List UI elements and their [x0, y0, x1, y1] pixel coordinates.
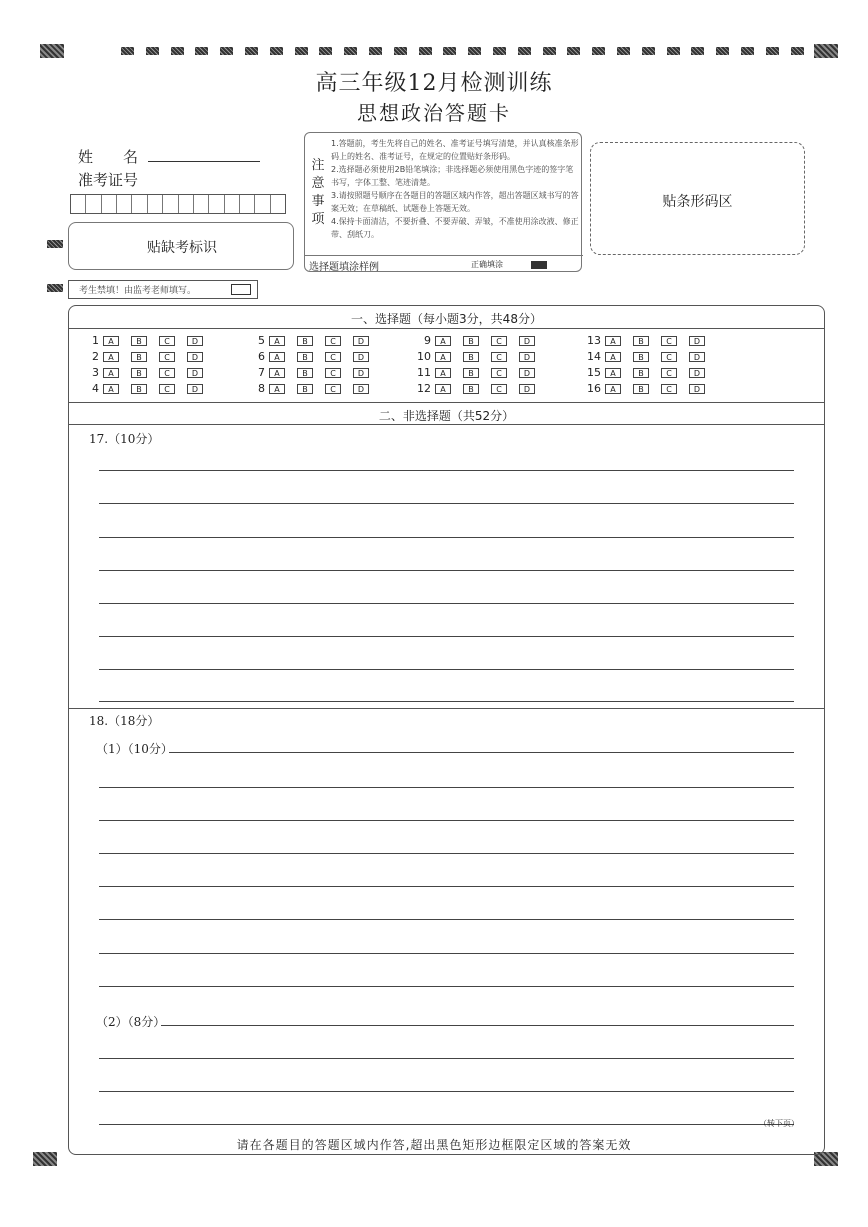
option-bubble-d[interactable]: D	[187, 368, 203, 378]
fill-example-label: 选择题填涂样例	[309, 262, 379, 273]
timing-mark	[716, 47, 729, 55]
question-number: 14	[587, 350, 601, 363]
option-bubble-b[interactable]: B	[633, 368, 649, 378]
answer-line[interactable]	[99, 570, 794, 571]
name-field[interactable]	[148, 146, 260, 162]
corner-mark-top-right	[814, 44, 838, 58]
notice-item: 4.保持卡面清洁，不要折叠、不要弄破、弄皱，不准使用涂改液、修正带、刮纸刀。	[331, 217, 579, 239]
answer-line[interactable]	[99, 636, 794, 637]
option-bubble-c[interactable]: C	[159, 352, 175, 362]
no-fill-notice-text: 考生禁填！由监考老师填写。	[79, 286, 197, 296]
answer-line[interactable]	[99, 669, 794, 670]
question-number: 12	[417, 382, 431, 395]
choice-question-row	[75, 334, 215, 347]
timing-mark	[791, 47, 804, 55]
page-title: 高三年级12月检测训练	[315, 71, 553, 96]
option-bubble-c[interactable]: C	[159, 336, 175, 346]
option-bubble-a[interactable]: A	[103, 368, 119, 378]
option-bubble-c[interactable]: C	[661, 352, 677, 362]
answer-line[interactable]	[99, 701, 794, 702]
section2-title: 二、非选择题（共52分）	[378, 409, 515, 423]
section1-title: 一、选择题（每小题3分，共48分）	[351, 312, 542, 326]
option-bubble-b[interactable]: B	[633, 352, 649, 362]
option-bubble-c[interactable]: C	[325, 336, 341, 346]
missing-exam-label: 贴缺考标识	[147, 240, 217, 256]
timing-mark	[592, 47, 605, 55]
barcode-area[interactable]	[590, 142, 805, 255]
answer-line[interactable]	[99, 787, 794, 788]
option-bubble-a[interactable]: A	[269, 352, 285, 362]
question-number: 10	[417, 350, 431, 363]
timing-mark	[394, 47, 407, 55]
option-bubble-b[interactable]: B	[297, 336, 313, 346]
question-number: 7	[258, 366, 265, 379]
option-bubble-c[interactable]: C	[159, 368, 175, 378]
timing-mark	[493, 47, 506, 55]
option-bubble-c[interactable]: C	[159, 384, 175, 394]
question-number: 15	[587, 366, 601, 379]
question-number: 2	[92, 350, 99, 363]
option-bubble-d[interactable]: D	[353, 384, 369, 394]
timing-mark	[567, 47, 580, 55]
choice-question-row	[407, 334, 547, 347]
timing-mark	[319, 47, 332, 55]
q18-1-label: （1）（10分）	[96, 742, 173, 756]
choice-question-row	[407, 382, 547, 395]
option-bubble-c[interactable]: C	[491, 368, 507, 378]
option-bubble-b[interactable]: B	[633, 336, 649, 346]
question-number: 11	[417, 366, 431, 379]
choice-question-row	[577, 366, 717, 379]
notice-item: 1.答题前，考生先将自己的姓名、准考证号填写清楚，并认真核准条形码上的姓名、准考证号，在规定的位置贴好条形码。	[331, 139, 579, 161]
option-bubble-b[interactable]: B	[297, 352, 313, 362]
timing-mark	[741, 47, 754, 55]
answer-line[interactable]	[99, 919, 794, 920]
choice-question-row	[75, 350, 215, 363]
choice-question-row	[241, 382, 381, 395]
choice-question-row	[577, 334, 717, 347]
option-bubble-c[interactable]: C	[661, 336, 677, 346]
question-number: 3	[92, 366, 99, 379]
option-bubble-d[interactable]: D	[187, 352, 203, 362]
option-bubble-c[interactable]: C	[491, 384, 507, 394]
option-bubble-a[interactable]: A	[103, 336, 119, 346]
option-bubble-d[interactable]: D	[519, 384, 535, 394]
choice-question-row	[241, 366, 381, 379]
option-bubble-c[interactable]: C	[491, 352, 507, 362]
notice-box	[304, 132, 582, 272]
answer-line[interactable]	[99, 853, 794, 854]
section2-divider	[69, 424, 824, 425]
choice-question-row	[407, 350, 547, 363]
no-fill-checkbox[interactable]	[231, 284, 251, 295]
answer-line[interactable]	[99, 886, 794, 887]
choice-question-row	[407, 366, 547, 379]
timing-mark	[468, 47, 481, 55]
option-bubble-d[interactable]: D	[689, 368, 705, 378]
option-bubble-a[interactable]: A	[435, 352, 451, 362]
barcode-area-label: 贴条形码区	[662, 194, 733, 210]
timing-mark	[270, 47, 283, 55]
continue-label: （转下页）	[759, 1119, 799, 1128]
timing-mark	[766, 47, 779, 55]
option-bubble-d[interactable]: D	[187, 384, 203, 394]
timing-mark	[295, 47, 308, 55]
option-bubble-a[interactable]: A	[269, 384, 285, 394]
q18-label: 18.（18分）	[89, 714, 160, 728]
answer-line[interactable]	[99, 820, 794, 821]
answer-line[interactable]	[99, 986, 794, 987]
correct-fill-label: 正确填涂	[471, 260, 503, 269]
answer-frame	[68, 305, 825, 1155]
option-bubble-a[interactable]: A	[605, 368, 621, 378]
section1-divider	[69, 328, 824, 329]
choice-question-row	[241, 334, 381, 347]
page-subtitle: 思想政治答题卡	[357, 101, 511, 125]
option-bubble-b[interactable]: B	[131, 352, 147, 362]
answer-line[interactable]	[99, 603, 794, 604]
option-bubble-a[interactable]: A	[605, 384, 621, 394]
option-bubble-b[interactable]: B	[463, 368, 479, 378]
question-number: 6	[258, 350, 265, 363]
timing-mark	[419, 47, 432, 55]
question-number: 4	[92, 382, 99, 395]
option-bubble-a[interactable]: A	[435, 368, 451, 378]
timing-mark	[691, 47, 704, 55]
option-bubble-d[interactable]: D	[519, 368, 535, 378]
option-bubble-a[interactable]: A	[435, 336, 451, 346]
timing-mark	[220, 47, 233, 55]
timing-mark	[369, 47, 382, 55]
choice-question-row	[75, 366, 215, 379]
answer-line[interactable]	[99, 537, 794, 538]
missing-exam-box[interactable]	[68, 222, 294, 270]
option-bubble-b[interactable]: B	[463, 352, 479, 362]
question-number: 5	[258, 334, 265, 347]
choice-question-row	[241, 350, 381, 363]
corner-mark-top-left	[40, 44, 64, 58]
notice-body	[331, 137, 579, 241]
answer-line[interactable]	[99, 953, 794, 954]
option-bubble-a[interactable]: A	[435, 384, 451, 394]
option-bubble-c[interactable]: C	[325, 352, 341, 362]
no-fill-notice-box	[68, 280, 258, 299]
answer-line[interactable]	[99, 1124, 794, 1125]
question-number: 16	[587, 382, 601, 395]
option-bubble-d[interactable]: D	[353, 352, 369, 362]
option-bubble-a[interactable]: A	[103, 384, 119, 394]
option-bubble-d[interactable]: D	[689, 352, 705, 362]
timing-mark	[443, 47, 456, 55]
option-bubble-a[interactable]: A	[605, 352, 621, 362]
timing-mark	[171, 47, 184, 55]
option-bubble-c[interactable]: C	[325, 368, 341, 378]
section2-divider-top	[69, 402, 824, 403]
option-bubble-b[interactable]: B	[297, 368, 313, 378]
question-number: 8	[258, 382, 265, 395]
question-number: 9	[424, 334, 431, 347]
timing-mark	[121, 47, 134, 55]
option-bubble-a[interactable]: A	[269, 368, 285, 378]
option-bubble-d[interactable]: D	[519, 336, 535, 346]
option-bubble-c[interactable]: C	[491, 336, 507, 346]
answer-line[interactable]	[161, 1025, 794, 1026]
footer-warning: 请在各题目的答题区域内作答,超出黑色矩形边框限定区域的答案无效	[236, 1138, 632, 1152]
exam-id-grid[interactable]	[70, 194, 286, 214]
option-bubble-d[interactable]: D	[689, 384, 705, 394]
timing-mark	[642, 47, 655, 55]
answer-line[interactable]	[169, 752, 794, 753]
option-bubble-b[interactable]: B	[131, 384, 147, 394]
correct-fill-sample	[531, 261, 547, 269]
option-bubble-d[interactable]: D	[353, 368, 369, 378]
answer-line[interactable]	[99, 470, 794, 471]
option-bubble-b[interactable]: B	[131, 368, 147, 378]
option-bubble-b[interactable]: B	[297, 384, 313, 394]
notice-item: 2.选择题必须使用2B铅笔填涂；非选择题必须使用黑色字迹的签字笔书写，字体工整、笔迹清楚。	[331, 165, 574, 187]
option-bubble-a[interactable]: A	[103, 352, 119, 362]
timing-mark	[617, 47, 630, 55]
option-bubble-d[interactable]: D	[353, 336, 369, 346]
option-bubble-c[interactable]: C	[661, 368, 677, 378]
choice-question-row	[75, 382, 215, 395]
q17-q18-divider	[69, 708, 824, 709]
q17-label: 17.（10分）	[89, 432, 160, 446]
answer-line[interactable]	[99, 1058, 794, 1059]
timing-mark	[195, 47, 208, 55]
option-bubble-c[interactable]: C	[661, 384, 677, 394]
name-label: 姓 名	[78, 148, 139, 166]
timing-mark	[518, 47, 531, 55]
locator-mark	[47, 284, 63, 292]
timing-mark	[543, 47, 556, 55]
timing-mark	[245, 47, 258, 55]
option-bubble-b[interactable]: B	[463, 384, 479, 394]
notice-title: 注 意 事 项	[311, 158, 325, 227]
timing-mark	[344, 47, 357, 55]
option-bubble-d[interactable]: D	[519, 352, 535, 362]
choice-question-row	[577, 382, 717, 395]
option-bubble-a[interactable]: A	[605, 336, 621, 346]
locator-mark	[47, 240, 63, 248]
option-bubble-c[interactable]: C	[325, 384, 341, 394]
notice-item: 3.请按照题号顺序在各题目的答题区域内作答，超出答题区域书写的答案无效；在草稿纸、试题卷上答题无效。	[331, 191, 579, 213]
option-bubble-b[interactable]: B	[463, 336, 479, 346]
timing-mark	[146, 47, 159, 55]
q18-2-label: （2）（8分）	[96, 1015, 166, 1029]
question-number: 1	[92, 334, 99, 347]
exam-id-label: 准考证号	[78, 171, 139, 189]
timing-mark	[667, 47, 680, 55]
choice-question-row	[577, 350, 717, 363]
corner-mark-bottom-left	[33, 1152, 57, 1166]
answer-line[interactable]	[99, 503, 794, 504]
option-bubble-d[interactable]: D	[689, 336, 705, 346]
option-bubble-b[interactable]: B	[131, 336, 147, 346]
option-bubble-d[interactable]: D	[187, 336, 203, 346]
option-bubble-a[interactable]: A	[269, 336, 285, 346]
answer-line[interactable]	[99, 1091, 794, 1092]
option-bubble-b[interactable]: B	[633, 384, 649, 394]
question-number: 13	[587, 334, 601, 347]
fill-example-row	[305, 255, 583, 273]
